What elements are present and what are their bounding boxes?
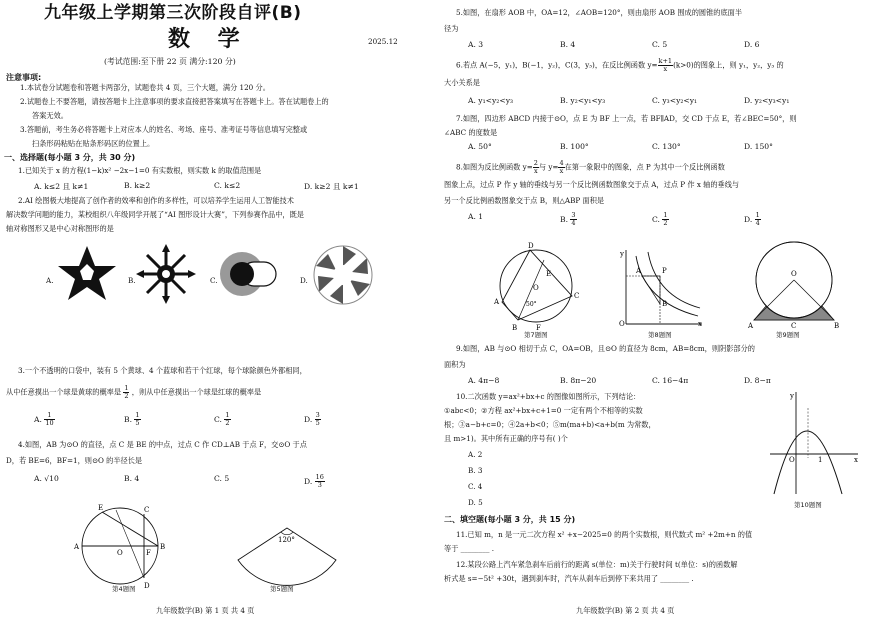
- fig4-label-b: B: [160, 543, 166, 551]
- q3-half-fraction: [123, 385, 129, 400]
- q9-option-c[interactable]: C. 16−4π: [652, 376, 689, 385]
- frac-numerator: 1: [663, 211, 668, 219]
- fig8-label-o: O: [619, 320, 625, 328]
- figure-5: [228, 520, 346, 586]
- fig4-label-f: F: [146, 549, 151, 557]
- fig9-caption: 第9题图: [776, 331, 800, 339]
- figure-9: [746, 238, 842, 330]
- q8-option-d[interactable]: [744, 212, 836, 227]
- notice-3-cont: 扫条形码粘贴在贴条形码区的位置上。: [32, 139, 155, 148]
- q2-option-b-label[interactable]: B.: [128, 276, 136, 285]
- fig7-label-angle: 50°: [526, 301, 537, 308]
- fig4-label-o: O: [117, 549, 123, 557]
- q4-option-c[interactable]: C. 5: [214, 474, 230, 483]
- fig4-label-c: C: [144, 506, 150, 514]
- frac-numerator: 1: [124, 384, 129, 392]
- fig9-label-o: O: [791, 270, 797, 278]
- fig7-label-o: O: [533, 284, 539, 292]
- pinwheel-figure[interactable]: [312, 244, 374, 306]
- frac-numerator: k+1: [658, 57, 673, 65]
- fig10-label-y: y: [790, 392, 794, 400]
- frac-denominator: x: [663, 65, 668, 73]
- frac-denominator: 2: [225, 419, 230, 427]
- frac-numerator: 1: [135, 411, 140, 419]
- fig9-label-b: B: [834, 322, 840, 330]
- page-footer-2: 九年级数学(B) 第 2 页 共 4 页: [576, 606, 675, 615]
- fig10-label-o: O: [789, 456, 795, 464]
- subject-title: 数 学: [168, 27, 250, 52]
- q8-line-1-b: 与 y=: [538, 162, 559, 172]
- section1-title: 一、选择题(每小题 3 分，共 30 分): [4, 153, 136, 162]
- q7-option-d[interactable]: D. 150°: [744, 142, 773, 151]
- q7-line-2: ∠ABC 的度数是: [444, 128, 498, 137]
- q1-option-c[interactable]: C. k≤2: [214, 181, 241, 190]
- frac-denominator: 4: [571, 219, 576, 227]
- q8-options: [468, 212, 836, 227]
- q3-option-d[interactable]: [304, 412, 394, 427]
- pentagon-star-figure[interactable]: [56, 244, 118, 302]
- fig7-label-c: C: [574, 292, 580, 300]
- frac-denominator: 5: [135, 419, 140, 427]
- q1-options: [34, 181, 394, 192]
- fig8-label-a: A: [636, 267, 642, 275]
- q4-line-1: 4.如图，AB 为⊙O 的直径，点 C 是 BE 的中点，过点 C 作 CD⊥AB 于点 F，交⊙O 于点: [18, 440, 307, 449]
- fig7-label-d: D: [528, 242, 534, 250]
- eclipse-figure[interactable]: [218, 248, 284, 300]
- q2-option-a-label[interactable]: A.: [46, 276, 54, 285]
- q7-option-c[interactable]: C. 130°: [652, 142, 681, 151]
- q11-line-1: 11.已知 m，n 是一元二次方程 x² +x−2025=0 的两个实数根，则代数式 m² +2m+n 的值: [456, 530, 753, 539]
- fig5-angle-label: 120°: [278, 536, 295, 544]
- q9-line-2: 面积为: [444, 360, 466, 369]
- q2-line-2: 解决数学问题的能力，某校组织八年级同学开展了“AI 图形设计大赛”，下列参赛作品中，既是: [6, 210, 304, 219]
- fig8-caption: 第8题图: [648, 331, 672, 339]
- option-label: D.: [304, 476, 313, 486]
- notice-3: 3.答题前，考生务必将答题卡上对应本人的姓名、考场、座号、准考证号等信息填写完整或: [20, 125, 308, 134]
- q6-line-2: 大小关系是: [444, 78, 480, 87]
- option-label: C.: [214, 414, 222, 424]
- q12-line-1: 12.某段公路上汽车紧急刹车后前行的距离 s(单位：m)关于行驶时间 t(单位：s)的函数解: [456, 560, 738, 569]
- q12-line-2[interactable]: 析式是 s=−5t² +30t，遇到刹车时，汽车从刹车后到停下来共用了 ________ .: [444, 574, 694, 583]
- q4-option-b[interactable]: B. 4: [124, 474, 140, 483]
- figure-4: [72, 500, 172, 592]
- fig8-label-y: y: [620, 250, 624, 258]
- q1-option-b[interactable]: B. k≥2: [124, 181, 151, 190]
- q4-option-a[interactable]: A. √10: [34, 474, 59, 483]
- fig4-label-a: A: [74, 543, 80, 551]
- q6-option-c[interactable]: C. y₃<y₂<y₁: [652, 96, 698, 105]
- q9-option-d[interactable]: D. 8−π: [744, 376, 771, 385]
- q3-line-1: 3.一个不透明的口袋中，装有 5 个黄球、4 个蓝球和若干个红球，每个球除颜色外都相同，: [18, 366, 307, 375]
- fig8-label-x: x: [698, 320, 702, 328]
- q5-line-1: 5.如图，在扇形 AOB 中，OA=12，∠AOB=120°，则由扇形 AOB 围成的圆锥的底面半: [456, 8, 743, 17]
- q4-options: [34, 474, 394, 489]
- fig10-label-x: x: [854, 456, 858, 464]
- frac-denominator: 3: [317, 481, 322, 489]
- q9-options: [468, 376, 836, 385]
- q5-line-2: 径为: [444, 24, 459, 33]
- q6-option-d[interactable]: D. y₂<y₃<y₁: [744, 96, 790, 105]
- q5-option-c[interactable]: C. 5: [652, 40, 668, 49]
- q8-line-1: [456, 160, 725, 175]
- frac-numerator: 1: [755, 211, 760, 219]
- q9-line-1: 9.如图，AB 与⊙O 相切于点 C，OA=OB，且⊙O 的直径为 8cm，AB=8cm，则阴影部分的: [456, 344, 755, 353]
- q5-option-a[interactable]: A. 3: [468, 40, 484, 49]
- fig5-caption: 第5题图: [270, 585, 294, 593]
- q5-option-d[interactable]: D. 6: [744, 40, 760, 49]
- q10-option-b[interactable]: B. 3: [468, 466, 483, 475]
- frac-numerator: 16: [315, 473, 324, 481]
- option-label: A.: [34, 414, 42, 424]
- q8-option-c[interactable]: [652, 212, 744, 227]
- q6-line-1-a: 6.若点 A(−5，y₁)，B(−1，y₂)，C(3，y₃)，在反比例函数 y=: [456, 60, 658, 70]
- q6-line-1-b: (k>0)的图象上，则 y₁，y₂，y₃ 的: [673, 60, 784, 70]
- notice-2-cont: 答案无效。: [32, 111, 68, 120]
- option-label: B.: [560, 214, 568, 224]
- fig4-label-e: E: [98, 504, 104, 512]
- q6-options: [468, 96, 836, 105]
- q6-line-1: [456, 58, 784, 73]
- frac-denominator: 2: [124, 392, 129, 400]
- frac-denominator: 2: [663, 219, 668, 227]
- q3-options: [34, 412, 394, 427]
- q10-option-d[interactable]: D. 5: [468, 498, 483, 507]
- figure-8: [618, 246, 704, 328]
- q4-option-d[interactable]: [304, 474, 394, 489]
- q10-line-3: 根；③a−b+c=0；④2a+b<0；⑤m(ma+b)<a+b(m 为常数，: [444, 420, 656, 429]
- q10-line-2: ①abc<0；②方程 ax²+bx+c+1=0 一定有两个不相等的实数: [444, 406, 643, 415]
- frac-numerator: 1: [225, 411, 230, 419]
- q8-line-1-a: 8.如图为反比例函数 y=: [456, 162, 533, 172]
- q1-option-a[interactable]: A. k≤2 且 k≠1: [34, 182, 89, 191]
- fig10-label-1: 1: [818, 456, 823, 464]
- figure-10: [766, 388, 862, 498]
- q3-option-b[interactable]: [124, 412, 214, 427]
- q3-line-2-b: ，则从中任意摸出一个球是红球的概率是: [131, 387, 262, 397]
- left-page: [0, 0, 430, 626]
- q3-line-2-a: 从中任意摸出一个球是黄球的概率是: [6, 387, 122, 397]
- q2-line-3: 轴对称图形又是中心对称图形的是: [6, 224, 114, 233]
- snowflake-figure[interactable]: [136, 244, 196, 304]
- option-label: C.: [652, 214, 660, 224]
- page-footer-1: 九年级数学(B) 第 1 页 共 4 页: [156, 606, 255, 615]
- fig9-label-c: C: [791, 322, 797, 330]
- frac-denominator: 10: [45, 419, 54, 427]
- section2-title: 二、填空题(每小题 3 分，共 15 分): [444, 515, 576, 524]
- q4-line-2: D，若 BE=6，BF=1，则⊙O 的半径长是: [6, 456, 143, 465]
- q8-option-b[interactable]: [560, 212, 652, 227]
- q8-line-1-c: 在第一象限中的图象，点 P 为其中一个反比例函数: [564, 162, 725, 172]
- frac-denominator: x: [559, 167, 564, 175]
- q7-option-a[interactable]: A. 50°: [468, 142, 492, 151]
- right-page: [440, 0, 870, 626]
- q9-option-a[interactable]: A. 4π−8: [468, 376, 500, 385]
- notice-1: 1.本试卷分试题卷和答题卡两部分，试题卷共 4 页，三个大题，满分 120 分。: [20, 83, 270, 92]
- exam-info: (考试范围:至下册 22 页 满分:120 分): [104, 57, 236, 66]
- fig10-caption: 第10题图: [794, 501, 822, 509]
- frac-numerator: 4: [559, 159, 564, 167]
- q10-line-1: 10.二次函数 y=ax²+bx+c 的图像如图所示，下列结论：: [456, 392, 641, 401]
- notice-2: 2.试题卷上不要答题，请按答题卡上注意事项的要求直接把答案填写在答题卡上。答在试题卷上的: [20, 97, 329, 106]
- q2-option-c-label[interactable]: C.: [210, 276, 218, 285]
- q1-option-d[interactable]: D. k≥2 且 k≠1: [304, 182, 359, 191]
- frac-denominator: 5: [315, 419, 320, 427]
- option-label: D.: [304, 414, 313, 424]
- frac-numerator: 1: [44, 412, 54, 420]
- fig7-label-a: A: [494, 298, 500, 306]
- q1-text: 1.已知关于 x 的方程(1−k)x² −2x−1=0 有实数根，则实数 k 的取值范围是: [18, 166, 262, 175]
- fig8-label-p: P: [662, 267, 667, 275]
- frac-numerator: 2: [533, 159, 538, 167]
- fig4-caption: 第4题图: [112, 585, 136, 593]
- fig7-label-b: B: [512, 324, 518, 332]
- q3-option-c[interactable]: [214, 412, 304, 427]
- q5-options: [468, 40, 836, 49]
- q3-line-2: [6, 385, 261, 400]
- q9-option-b[interactable]: B. 8π−20: [560, 376, 597, 385]
- q2-option-d-label[interactable]: D.: [300, 276, 308, 285]
- q8-option-a[interactable]: A. 1: [468, 212, 484, 221]
- fig9-label-a: A: [748, 322, 754, 330]
- q3-option-a[interactable]: [34, 412, 124, 427]
- exam-title: 九年级上学期第三次阶段自评(B): [44, 3, 302, 23]
- frac-numerator: 3: [571, 211, 576, 219]
- fig4-label-d: D: [144, 582, 150, 590]
- q8-line-2: 图象上点，过点 P 作 y 轴的垂线与另一个反比例函数图象交于点 A，过点 P 作 x 轴的垂线与: [444, 180, 740, 189]
- q10-option-c[interactable]: C. 4: [468, 482, 483, 491]
- fig7-label-f: F: [536, 324, 541, 332]
- fig8-label-b: B: [662, 300, 668, 308]
- q11-line-2[interactable]: 等于 ________ .: [444, 544, 494, 553]
- exam-date: 2025.12: [368, 37, 398, 46]
- q7-line-1: 7.如图，四边形 ABCD 内接于⊙O，点 E 为 BF 上一点，若 BF∥AD，交 CD 于点 E，若∠BEC=50°，则: [456, 114, 797, 123]
- frac-denominator: x: [533, 167, 538, 175]
- q10-line-4: 且 m>1)。其中所有正确的序号有( )个: [444, 434, 568, 443]
- q5-option-b[interactable]: B. 4: [560, 40, 576, 49]
- q7-option-b[interactable]: B. 100°: [560, 142, 589, 151]
- figure-7: [486, 240, 586, 332]
- q7-options: [468, 142, 836, 151]
- option-label: B.: [124, 414, 132, 424]
- frac-denominator: 4: [755, 219, 760, 227]
- notice-title: 注意事项:: [6, 73, 42, 82]
- q6-fraction: [658, 58, 674, 73]
- q6-option-b[interactable]: B. y₂<y₁<y₃: [560, 96, 606, 105]
- q10-option-a[interactable]: A. 2: [468, 450, 483, 459]
- frac-numerator: 3: [315, 411, 320, 419]
- fig7-caption: 第7题图: [524, 331, 548, 339]
- q8-line-3: 另一个反比例函数图象交于点 B，则△ABP 面积是: [444, 196, 605, 205]
- fig7-label-e: E: [546, 270, 552, 278]
- q2-line-1: 2.AI 绘图极大地提高了创作者的效率和创作的多样性，可以培养学生运用人工智能技术: [18, 196, 294, 205]
- q6-option-a[interactable]: A. y₁<y₂<y₃: [468, 96, 514, 105]
- option-label: D.: [744, 214, 753, 224]
